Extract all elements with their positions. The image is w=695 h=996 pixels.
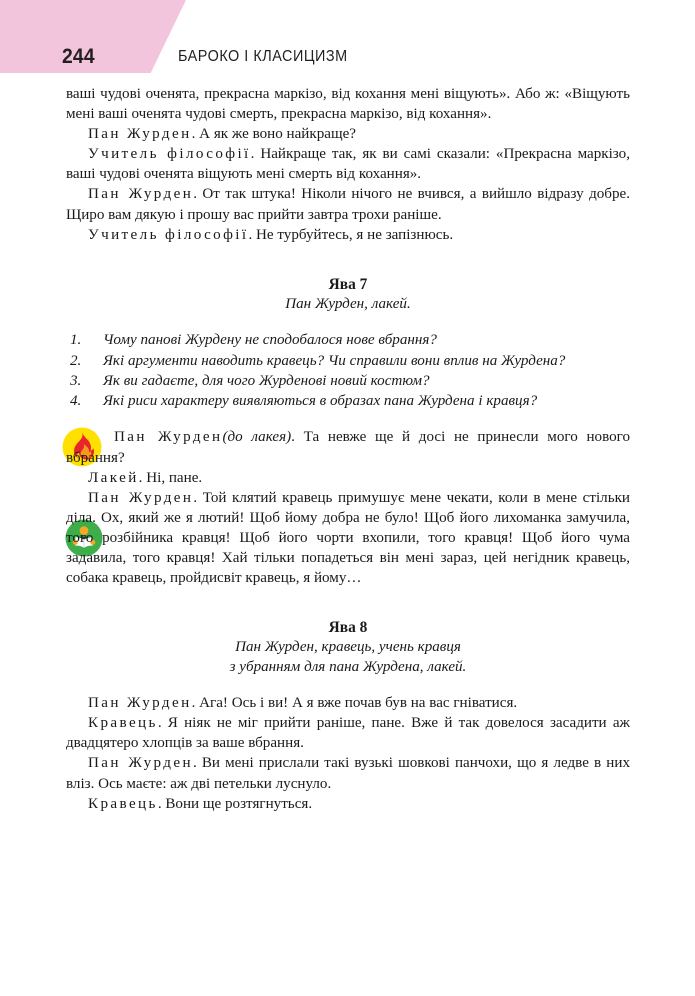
spacer xyxy=(66,314,630,330)
page-header xyxy=(0,0,695,74)
list-item-text: Як ви гадаєте, для чого Журденові новий костюм? xyxy=(103,372,430,389)
speaker-name: Пан Журден xyxy=(88,186,194,203)
speech-text: . Я ніяк не міг прийти раніше, пане. Вже й так довелося засадити аж двадцятеро хлопців за ваше вбрання. xyxy=(66,715,630,752)
speech-text: . Вони ще розтягнуться. xyxy=(157,795,313,812)
spacer xyxy=(66,677,630,693)
speaker-name: Учитель філософії xyxy=(88,226,249,243)
scene-title: Ява 7 xyxy=(328,275,368,293)
speech-text: . А як же воно найкраще? xyxy=(191,126,356,143)
speech-text: . Ви мені прислали такі вузькі шовкові панчохи, що я ледве в них вліз. Ось маєте: аж дві петельки луснуло. xyxy=(66,755,630,792)
speech-text: . Ні, пане. xyxy=(138,469,203,486)
scene-cast-line: Пан Журден, кравець, учень кравця xyxy=(235,639,461,656)
list-item xyxy=(66,330,630,350)
speech-text: . Той клятий кравець примушує мене чекати, коли в мене стільки діла. Ох, який же я лютий! Щоб йому добра не було! Щоб його лихоманка замучила, того розбійника кравця! Щоб його чорти вхопили, того кравця! Щоб його чума задавила, того кравця! Хай тільки попадеться він мені зараз, цей негідник кравець, собака кравець, пройдисвіт кравець, я йому… xyxy=(66,489,630,587)
list-item-number: 2. xyxy=(70,352,82,369)
list-item-number: 4. xyxy=(70,393,82,410)
spacer xyxy=(66,588,630,618)
speaker-name: Пан Журден xyxy=(88,695,192,712)
running-title: БАРОКО І КЛАСИЦИЗМ xyxy=(178,48,348,65)
list-item-text: Які аргументи наводить кравець? Чи справили вони вплив на Журдена? xyxy=(103,352,566,369)
list-item xyxy=(66,391,630,411)
list-item-number: 3. xyxy=(70,372,82,389)
speaker-name: Кравець xyxy=(88,795,158,812)
scene-cast-line: з убранням для пана Журдена, лакей. xyxy=(229,658,467,675)
text-column xyxy=(66,84,630,814)
speaker-name: Кравець xyxy=(88,715,158,732)
spacer xyxy=(66,245,630,275)
scene-8-heading xyxy=(66,618,630,677)
speech-text: . От так штука! Ніколи нічого не вчився, а вийшло відразу добре. Щиро вам дякую і прошу вас прийти завтра трохи раніше. xyxy=(66,186,630,223)
speaker-name: Пан Журден xyxy=(114,429,223,446)
paragraph-lackey-1 xyxy=(66,468,630,488)
stage-direction: (до лакея) xyxy=(222,429,292,446)
scene-title: Ява 8 xyxy=(328,619,368,637)
dialogue-block-scene7 xyxy=(66,427,630,588)
paragraph-philosopher-1 xyxy=(66,144,630,184)
paragraph-quote xyxy=(66,84,630,124)
paragraph-tailor-2 xyxy=(66,794,630,814)
paragraph-jourdain-2 xyxy=(66,184,630,224)
paragraph-philosopher-2 xyxy=(66,225,630,245)
speaker-name: Пан Журден xyxy=(88,489,194,506)
paragraph-jourdain-4 xyxy=(66,753,630,793)
list-item-text: Які риси характеру виявляються в образах пана Журдена і кравця? xyxy=(103,393,538,410)
scene-7-heading xyxy=(66,275,630,315)
page-number: 244 xyxy=(62,45,95,68)
paragraph-tailor-1 xyxy=(66,713,630,753)
scene-cast-line: Пан Журден, лакей. xyxy=(285,295,411,312)
list-item-number: 1. xyxy=(70,332,82,349)
speaker-name: Пан Журден xyxy=(88,755,193,772)
paragraph-jourdain-rant xyxy=(66,488,630,588)
speech-text: . Не турбуйтесь, я не запізнюсь. xyxy=(248,226,454,243)
dialogue-block-top xyxy=(66,84,630,245)
speaker-name: Пан Журден xyxy=(88,126,192,143)
speaker-name: Лакей xyxy=(88,469,139,486)
paragraph-jourdain-3 xyxy=(66,693,630,713)
paragraph-jourdain-lackey xyxy=(66,427,630,467)
speech-text: . Та невже ще й досі не принесли мого нового вбрання? xyxy=(66,429,630,466)
speech-text: . Ага! Ось і ви! А я вже почав був на вас гніватися. xyxy=(191,695,518,712)
spacer xyxy=(66,411,630,427)
list-item xyxy=(66,351,630,371)
paragraph-text: ваші чудові оченята, прекрасна маркізо, від кохання мені віщують». Або ж: «Віщують мені ваші оченята чудові смерть, прекрасна маркізо, від кохання». xyxy=(66,86,630,123)
question-list xyxy=(66,330,630,411)
paragraph-jourdain-1 xyxy=(66,124,630,144)
speech-text: . Найкраще так, як ви самі сказали: «Прекрасна маркізо, ваші чудові оченята віщують мені смерть від кохання». xyxy=(66,146,631,183)
speaker-name: Учитель філософії xyxy=(88,146,251,163)
list-item xyxy=(66,371,630,391)
dialogue-block-scene8 xyxy=(66,693,630,814)
list-item-text: Чому панові Журдену не сподобалося нове вбрання? xyxy=(103,332,437,349)
